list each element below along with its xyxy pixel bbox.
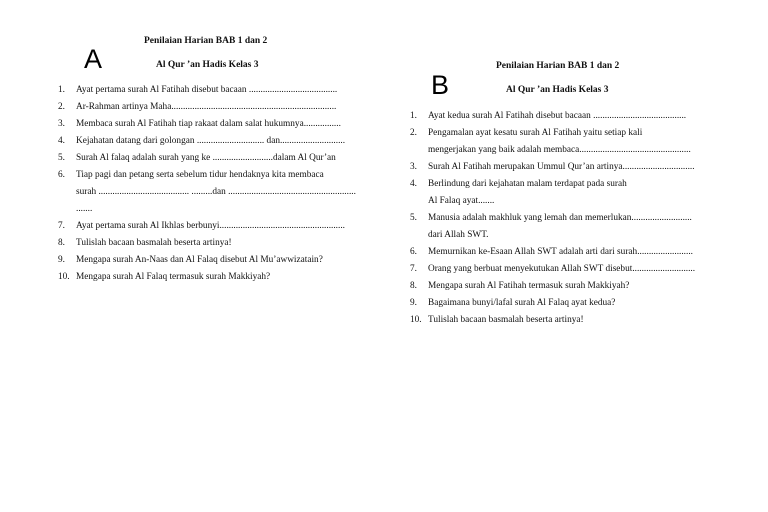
- question-item: [410, 108, 720, 125]
- question-text-line: Tiap pagi dan petang serta sebelum tidur hendaknya kita membaca: [76, 170, 324, 180]
- question-number: 6.: [410, 247, 417, 257]
- question-number: 7.: [410, 264, 417, 274]
- question-text-line: Tulislah bacaan basmalah beserta artinya!: [76, 238, 232, 248]
- question-number: 9.: [58, 255, 65, 265]
- question-number: 8.: [410, 281, 417, 291]
- question-text-line: Kejahatan datang dari golongan ............................. dan............................: [76, 136, 346, 146]
- question-item: [58, 218, 373, 235]
- question-number: 9.: [410, 298, 417, 308]
- worksheet-subtitle: Al Qur ’an Hadis Kelas 3: [156, 60, 259, 70]
- question-number: 1.: [410, 111, 417, 121]
- worksheet-subtitle: Al Qur ’an Hadis Kelas 3: [506, 85, 609, 95]
- question-text-line: Ar-Rahman artinya Maha.......................................................................: [76, 102, 337, 112]
- worksheet-letter: A: [84, 44, 103, 74]
- question-item: [58, 99, 373, 116]
- question-number: 2.: [410, 128, 417, 138]
- question-text-line: Mengapa surah An-Naas dan Al Falaq disebut Al Mu’awwizatain?: [76, 255, 323, 265]
- worksheet-letter: B: [431, 70, 450, 100]
- question-text-line: Manusia adalah makhluk yang lemah dan memerlukan..........................: [428, 213, 692, 223]
- question-text-line: Mengapa surah Al Fatihah termasuk surah Makkiyah?: [428, 281, 630, 291]
- question-text-line: surah ....................................... .........dan .......................................................: [76, 187, 356, 197]
- question-item: [410, 159, 720, 176]
- question-text-line: Memurnikan ke-Esaan Allah SWT adalah arti dari surah........................: [428, 247, 693, 257]
- question-item: [410, 278, 720, 295]
- worksheet-title: Penilaian Harian BAB 1 dan 2: [144, 36, 268, 46]
- question-text-line: Bagaimana bunyi/lafal surah Al Falaq ayat kedua?: [428, 298, 616, 308]
- question-item: [58, 116, 373, 133]
- question-item: [58, 167, 373, 218]
- question-text-line: Surah Al falaq adalah surah yang ke ..........................dalam Al Qur’an: [76, 153, 336, 163]
- question-text-line: Al Falaq ayat.......: [428, 196, 495, 206]
- question-text-line: Mengapa surah Al Falaq termasuk surah Makkiyah?: [76, 272, 271, 282]
- question-number: 1.: [58, 85, 65, 95]
- question-text-line: dari Allah SWT.: [428, 230, 489, 240]
- question-number: 4.: [410, 179, 417, 189]
- question-item: [410, 295, 720, 312]
- question-item: [410, 244, 720, 261]
- question-text-line: Ayat kedua surah Al Fatihah disebut bacaan ........................................: [428, 111, 687, 121]
- question-text-line: Berlindung dari kejahatan malam terdapat pada surah: [428, 179, 627, 189]
- question-text-line: Ayat pertama surah Al Ikhlas berbunyi......................................................: [76, 221, 345, 231]
- question-text-line: Tulislah bacaan basmalah beserta artinya!: [428, 315, 584, 325]
- question-item: [58, 269, 373, 286]
- question-number: 5.: [410, 213, 417, 223]
- question-item: [58, 150, 373, 167]
- question-item: [58, 133, 373, 150]
- question-number: 2.: [58, 102, 65, 112]
- question-number: 7.: [58, 221, 65, 231]
- question-item: [410, 312, 720, 329]
- question-text-line: Ayat pertama surah Al Fatihah disebut bacaan ......................................: [76, 85, 338, 95]
- question-list: [58, 82, 373, 286]
- question-item: [58, 252, 373, 269]
- question-number: 4.: [58, 136, 65, 146]
- question-item: [58, 235, 373, 252]
- question-number: 5.: [58, 153, 65, 163]
- question-item: [58, 82, 373, 99]
- question-item: [410, 261, 720, 278]
- question-number: 10.: [410, 315, 422, 325]
- worksheet-title: Penilaian Harian BAB 1 dan 2: [496, 61, 620, 71]
- question-item: [410, 210, 720, 244]
- question-text-line: Orang yang berbuat menyekutukan Allah SWT disebut...........................: [428, 264, 696, 274]
- question-text-line: Membaca surah Al Fatihah tiap rakaat dalam salat hukumnya................: [76, 119, 341, 129]
- question-number: 3.: [410, 162, 417, 172]
- question-item: [410, 125, 720, 159]
- question-number: 3.: [58, 119, 65, 129]
- question-text-line: mengerjakan yang baik adalah membaca................................................: [428, 145, 691, 155]
- question-number: 10.: [58, 272, 70, 282]
- question-text-line: Pengamalan ayat kesatu surah Al Fatihah yaitu setiap kali: [428, 128, 643, 138]
- question-number: 6.: [58, 170, 65, 180]
- question-item: [410, 176, 720, 210]
- question-text-line: Surah Al Fatihah merupakan Ummul Qur’an artinya...............................: [428, 162, 695, 172]
- question-number: 8.: [58, 238, 65, 248]
- question-text-line: .......: [76, 204, 93, 214]
- question-list: [410, 108, 720, 329]
